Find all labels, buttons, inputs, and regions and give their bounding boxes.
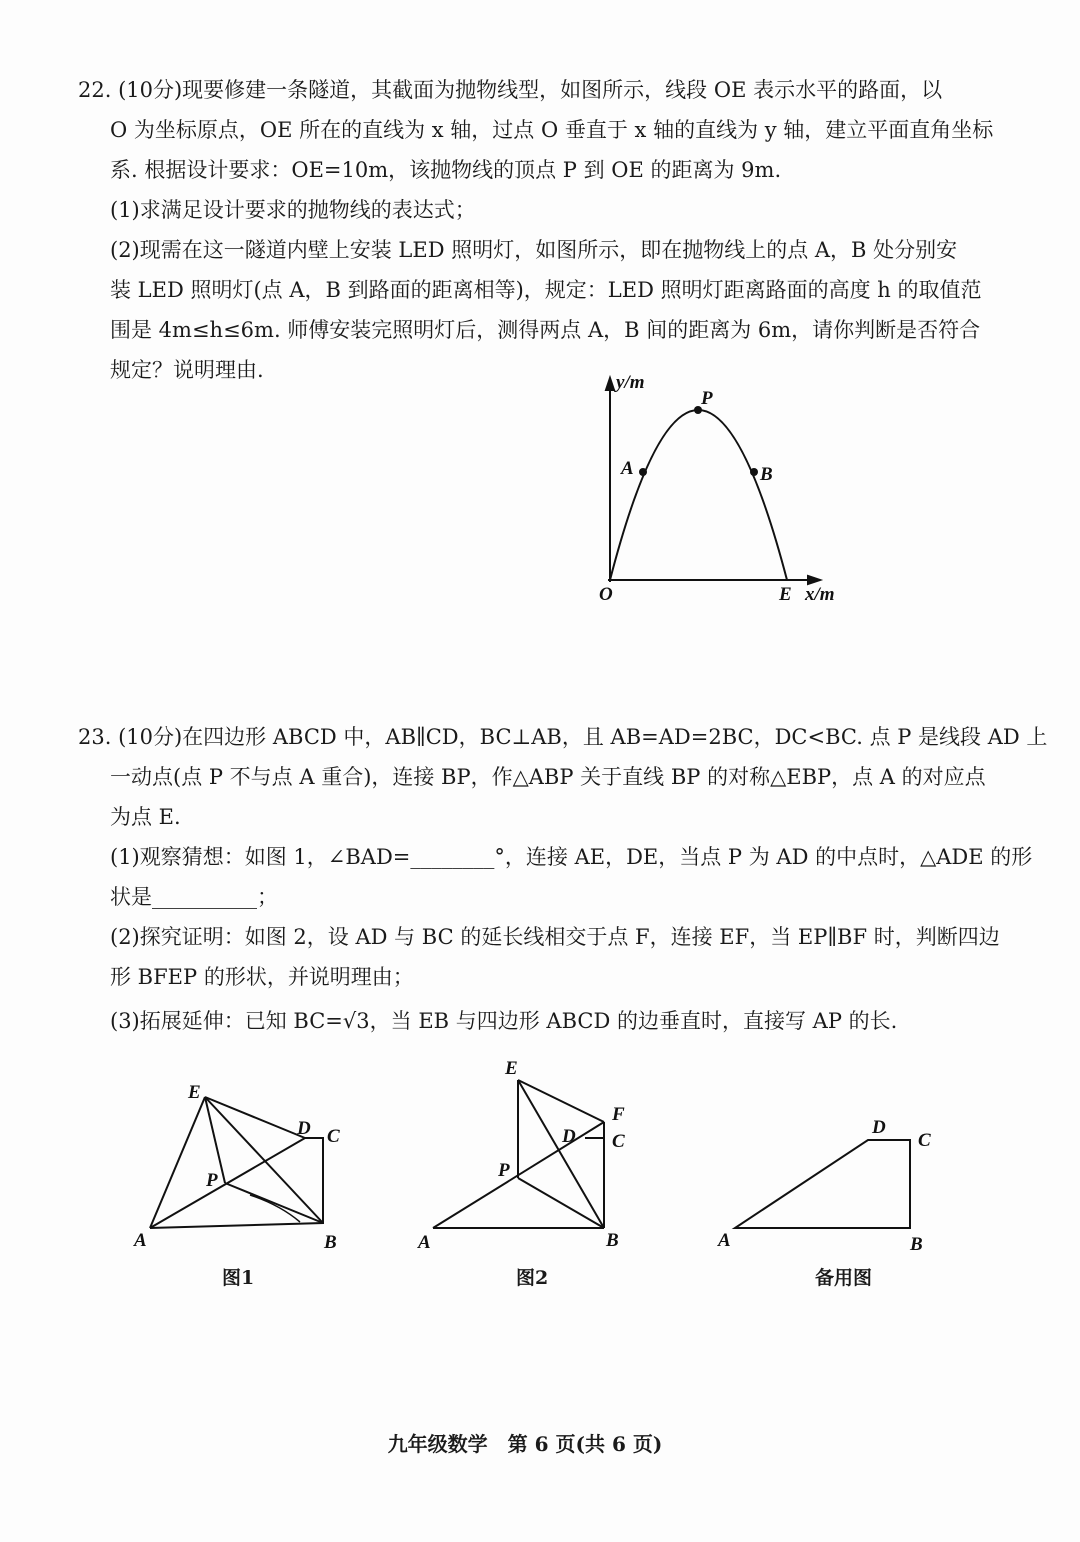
fig2-label-c: C [612, 1131, 625, 1152]
q22-part1: (1)求满足设计要求的抛物线的表达式； [110, 198, 476, 222]
fig2-label-a: A [418, 1232, 431, 1253]
fig1-label-d: D [297, 1118, 311, 1139]
fig3-label-a: A [718, 1230, 731, 1251]
fig2-label-e: E [505, 1058, 518, 1079]
fig1-label-c: C [327, 1126, 340, 1147]
q22-line: 围是 4m≤h≤6m. 师傅安装完照明灯后，测得两点 A，B 间的距离为 6m，请你判断是否符合 [110, 318, 981, 342]
fig1-label-a: A [134, 1230, 147, 1251]
label-a: A [621, 458, 634, 479]
y-axis-label: y/m [616, 372, 645, 393]
figure-3-caption: 备用图 [815, 1267, 873, 1289]
y-axis-arrow-icon [606, 378, 614, 390]
q23-line: 为点 E. [110, 805, 181, 829]
x-axis-arrow-icon [808, 576, 820, 584]
q22-part2: (2)现需在这一隧道内壁上安装 LED 照明灯，如图所示，即在抛物线上的点 A，B 处分别安 [110, 238, 958, 262]
label-e: E [779, 584, 792, 605]
q23-line: 形 BFEP 的形状，并说明理由； [110, 965, 414, 989]
page-footer: 九年级数学 第 6 页(共 6 页) [387, 1432, 663, 1456]
label-p: P [701, 388, 713, 409]
fig1-label-b: B [324, 1232, 337, 1253]
fig2-label-d: D [562, 1126, 576, 1147]
fig2-label-f: F [612, 1104, 625, 1125]
fig2-label-b: B [606, 1230, 619, 1251]
q22-line: 系. 根据设计要求：OE=10m，该抛物线的顶点 P 到 OE 的距离为 9m. [110, 158, 782, 182]
q22-line: 装 LED 照明灯(点 A，B 到路面的距离相等)，规定：LED 照明灯距离路面的高度 h 的取值范 [110, 278, 982, 302]
fig2-label-p: P [498, 1160, 510, 1181]
figure-2 [433, 1080, 604, 1228]
q23-line: 一动点(点 P 不与点 A 重合)，连接 BP，作△ABP 关于直线 BP 的对称△EBP，点 A 的对应点 [110, 765, 986, 789]
q23-part2: (2)探究证明：如图 2，设 AD 与 BC 的延长线相交于点 F，连接 EF，当 EP∥BF 时，判断四边 [110, 925, 1000, 949]
q23-part1: (1)观察猜想：如图 1，∠BAD=________°，连接 AE，DE，当点 P 为 AD 的中点时，△ADE 的形 [110, 845, 1033, 869]
figure-1 [150, 1097, 323, 1228]
x-axis-label: x/m [805, 584, 835, 605]
label-b: B [760, 464, 773, 485]
q23-line: 状是__________； [110, 885, 278, 909]
parabola [610, 410, 787, 580]
figure-1-caption: 图1 [222, 1267, 255, 1289]
point-b [750, 468, 758, 476]
fig3-label-b: B [910, 1234, 923, 1255]
figure-2-caption: 图2 [516, 1267, 549, 1289]
q22-line: 规定？说明理由. [110, 358, 264, 382]
figure-3 [735, 1140, 910, 1228]
label-o: O [599, 584, 613, 605]
fig1-label-e: E [188, 1082, 201, 1103]
q23-part3: (3)拓展延伸：已知 BC=√3，当 EB 与四边形 ABCD 的边垂直时，直接写 AP 的长. [110, 1009, 898, 1033]
fig3-label-d: D [872, 1117, 886, 1138]
q22-line: 22. (10分)现要修建一条隧道，其截面为抛物线型，如图所示，线段 OE 表示水平的路面，以 [78, 78, 943, 102]
fig3-label-c: C [918, 1130, 931, 1151]
q22-line: O 为坐标原点，OE 所在的直线为 x 轴，过点 O 垂直于 x 轴的直线为 y 轴，建立平面直角坐标 [110, 118, 994, 142]
point-a [639, 468, 647, 476]
fig1-label-p: P [206, 1170, 218, 1191]
q23-line: 23. (10分)在四边形 ABCD 中，AB∥CD，BC⊥AB，且 AB=AD=2BC，DC<BC. 点 P 是线段 AD 上 [78, 725, 1048, 749]
